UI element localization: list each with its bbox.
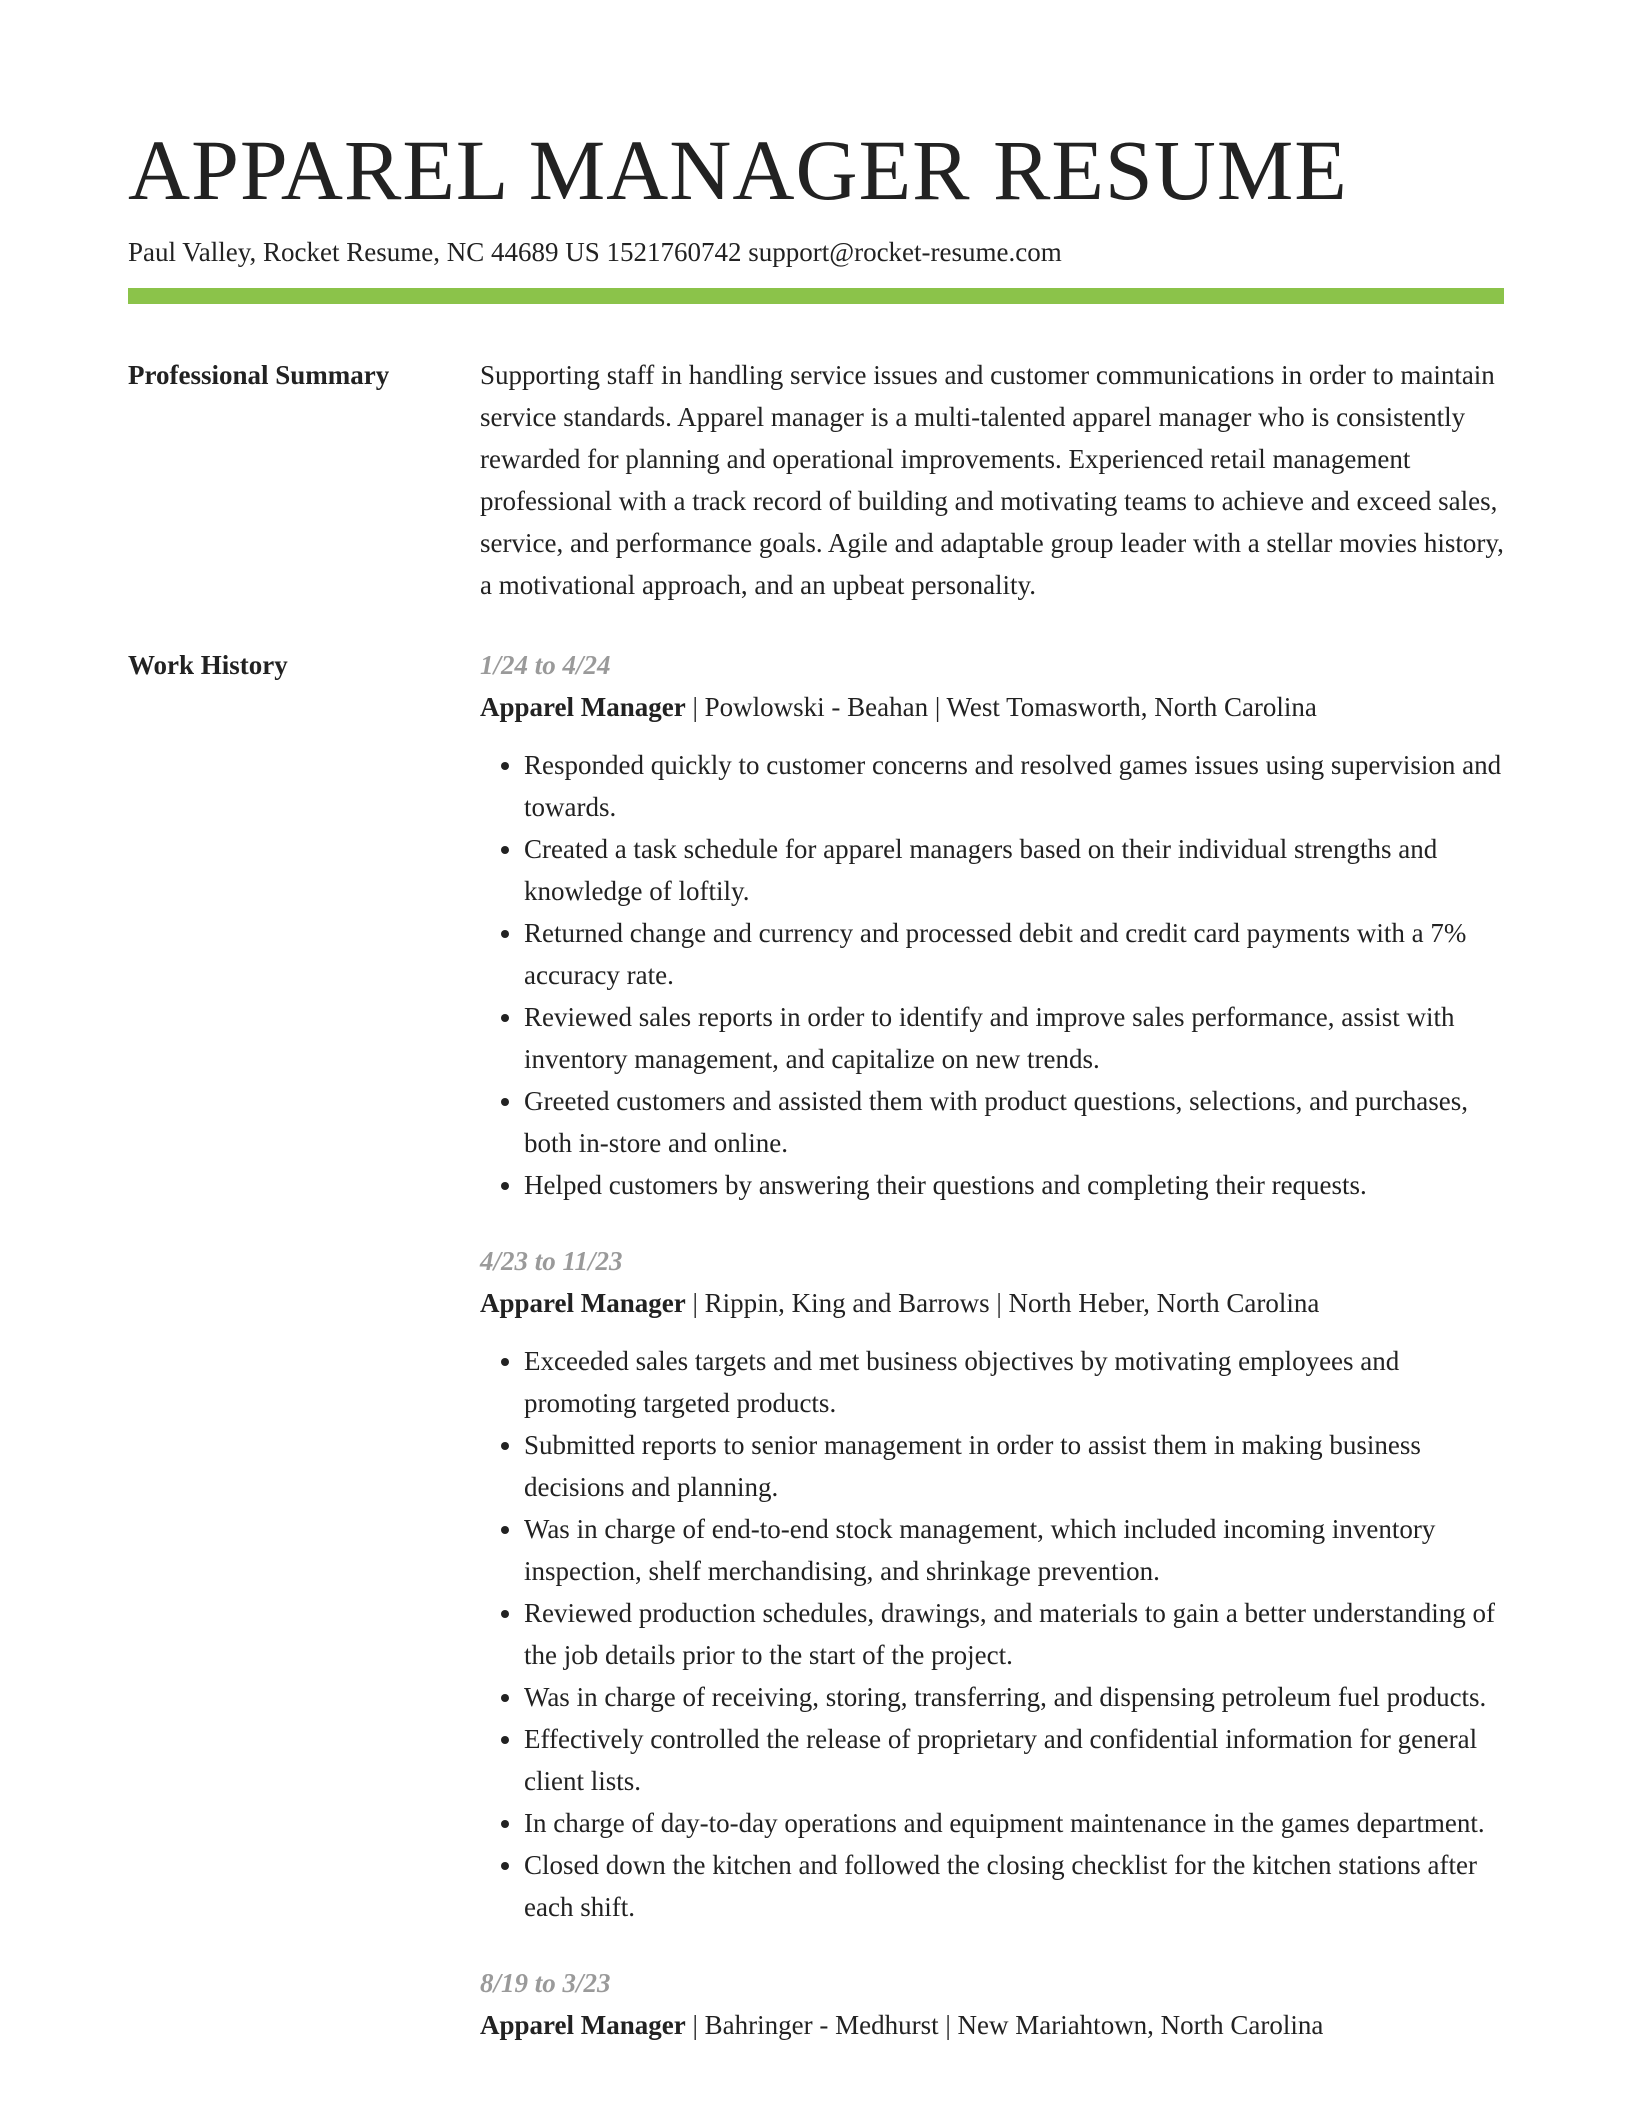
list-item: • Greeted customers and assisted them with product questions, selections, and purchases, both in-store and online. — [524, 1080, 1504, 1164]
list-item: • Submitted reports to senior management in order to assist them in making business decisions and planning. — [524, 1424, 1504, 1508]
accent-divider — [128, 288, 1504, 304]
list-item: • Responded quickly to customer concerns and resolved games issues using supervision and towards. — [524, 744, 1504, 828]
job-dates: 8/19 to 3/23 — [480, 1968, 611, 1998]
job-title: Apparel Manager — [480, 1288, 686, 1318]
list-item: • Returned change and currency and processed debit and credit card payments with a 7% accuracy rate. — [524, 912, 1504, 996]
job-entry — [480, 1962, 1504, 2046]
professional-summary-section — [128, 354, 1504, 606]
job-responsibilities — [480, 744, 1504, 1206]
list-item: • Exceeded sales targets and met business objectives by motivating employees and promoting targeted products. — [524, 1340, 1504, 1424]
section-label-summary: Professional Summary — [128, 360, 390, 390]
work-history-section — [128, 644, 1504, 2080]
job-employer-location: | Rippin, King and Barrows | North Heber, North Carolina — [685, 1288, 1320, 1318]
list-item: • Effectively controlled the release of proprietary and confidential information for general client lists. — [524, 1718, 1504, 1802]
list-item: • Created a task schedule for apparel managers based on their individual strengths and knowledge of loftily. — [524, 828, 1504, 912]
list-item: • Closed down the kitchen and followed the closing checklist for the kitchen stations after each shift. — [524, 1844, 1504, 1928]
work-history-list — [480, 644, 1504, 2080]
list-item: • Helped customers by answering their questions and completing their requests. — [524, 1164, 1504, 1206]
list-item: • Was in charge of receiving, storing, transferring, and dispensing petroleum fuel products. — [524, 1676, 1504, 1718]
list-item: • Reviewed sales reports in order to identify and improve sales performance, assist with inventory management, and capitalize on new trends. — [524, 996, 1504, 1080]
job-title: Apparel Manager — [480, 2010, 686, 2040]
job-heading — [480, 686, 1504, 728]
job-employer-location: | Powlowski - Beahan | West Tomasworth, North Carolina — [685, 692, 1317, 722]
job-entry — [480, 1240, 1504, 1928]
resume-title: APPAREL MANAGER RESUME — [128, 122, 1348, 218]
list-item: • In charge of day-to-day operations and equipment maintenance in the games department. — [524, 1802, 1504, 1844]
summary-text: Supporting staff in handling service issues and customer communications in order to maintain service standards. Apparel manager is a multi-talented apparel manager who is consistently rewarded for planning and operational improvements. Experienced retail management professional with a track record of building and motivating teams to achieve and exceed sales, service, and performance goals. Agile and adaptable group leader with a stellar movies history, a motivational approach, and an upbeat personality. — [480, 360, 1504, 600]
job-dates: 4/23 to 11/23 — [480, 1246, 623, 1276]
job-entry — [480, 644, 1504, 1206]
resume-page — [128, 120, 1504, 2080]
section-label-work-history: Work History — [128, 650, 288, 680]
job-heading — [480, 1282, 1504, 1324]
list-item: • Reviewed production schedules, drawings, and materials to gain a better understanding of the job details prior to the start of the project. — [524, 1592, 1504, 1676]
job-responsibilities — [480, 1340, 1504, 1928]
job-heading — [480, 2004, 1504, 2046]
job-dates: 1/24 to 4/24 — [480, 650, 611, 680]
job-employer-location: | Bahringer - Medhurst | New Mariahtown, North Carolina — [685, 2010, 1324, 2040]
list-item: • Was in charge of end-to-end stock management, which included incoming inventory inspection, shelf merchandising, and shrinkage prevention. — [524, 1508, 1504, 1592]
job-title: Apparel Manager — [480, 692, 686, 722]
contact-line: Paul Valley, Rocket Resume, NC 44689 US 1521760742 support@rocket-resume.com — [128, 237, 1062, 267]
